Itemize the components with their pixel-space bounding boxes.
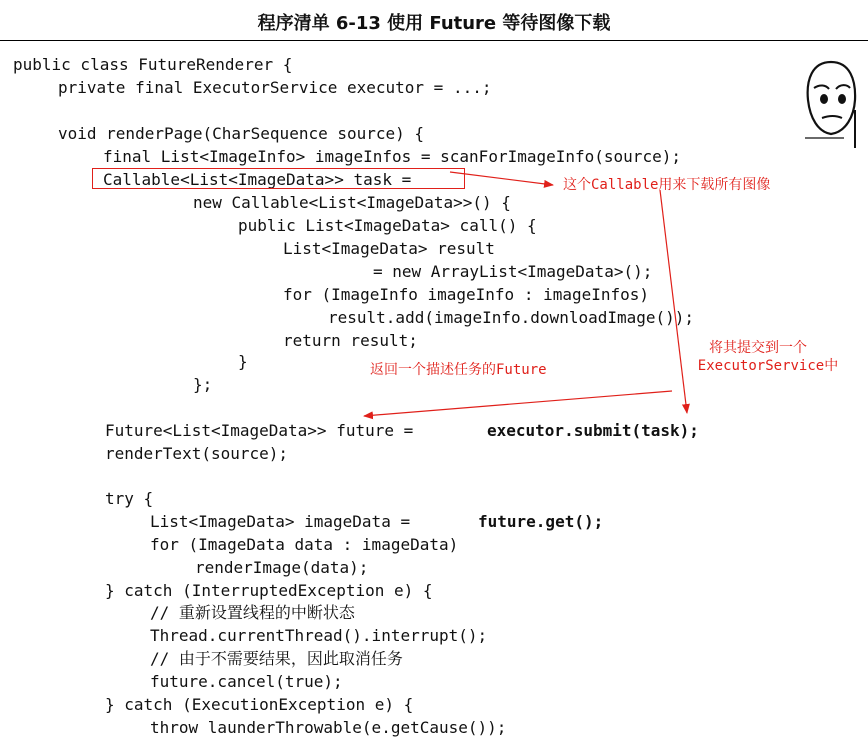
code-line: renderImage(data); bbox=[195, 558, 369, 577]
code-line: result.add(imageInfo.downloadImage()); bbox=[328, 308, 695, 327]
code-line: public List<ImageData> call() { bbox=[238, 216, 537, 235]
code-line: Thread.currentThread().interrupt(); bbox=[150, 626, 488, 645]
future-arrow bbox=[364, 391, 672, 416]
code-line: new Callable<List<ImageData>>() { bbox=[193, 193, 511, 212]
code-future-get: future.get(); bbox=[478, 512, 604, 531]
listing-title: 程序清单 6-13 使用 Future 等待图像下载 bbox=[257, 13, 611, 34]
callable-annotation: 这个Callable用来下载所有图像 bbox=[563, 177, 771, 193]
code-line: renderText(source); bbox=[105, 444, 289, 463]
code-line-future: Future<List<ImageData>> future = bbox=[105, 421, 414, 440]
code-line: } bbox=[238, 352, 248, 371]
code-line: } catch (ExecutionException e) { bbox=[105, 695, 414, 714]
future-annotation: 返回一个描述任务的Future bbox=[370, 362, 547, 378]
code-line: for (ImageData data : imageData) bbox=[150, 535, 459, 554]
code-line: try { bbox=[105, 489, 154, 508]
submit-annotation-line1: 将其提交到一个 bbox=[709, 340, 807, 356]
code-line: List<ImageData> imageData = bbox=[150, 512, 411, 531]
code-line: for (ImageInfo imageInfo : imageInfos) bbox=[283, 285, 650, 304]
code-line: public class FutureRenderer { bbox=[13, 55, 293, 74]
code-line: } catch (InterruptedException e) { bbox=[105, 581, 433, 600]
face-icon bbox=[800, 58, 862, 150]
code-line: throw launderThrowable(e.getCause()); bbox=[150, 718, 507, 737]
code-line: future.cancel(true); bbox=[150, 672, 343, 691]
submit-annotation-line2: ExecutorService中 bbox=[697, 358, 839, 374]
code-line: = new ArrayList<ImageData>(); bbox=[373, 262, 653, 281]
code-line: final List<ImageInfo> imageInfos = scanForImageInfo(source); bbox=[103, 147, 681, 166]
code-line: void renderPage(CharSequence source) { bbox=[58, 124, 425, 143]
code-submit-call: executor.submit(task); bbox=[487, 421, 699, 440]
code-line: }; bbox=[193, 375, 213, 394]
code-comment: // 重新设置线程的中断状态 bbox=[150, 603, 355, 622]
submit-arrow bbox=[660, 190, 687, 413]
code-line: private final ExecutorService executor = ...; bbox=[58, 78, 492, 97]
code-line: return result; bbox=[283, 331, 418, 350]
code-comment: // 由于不需要结果，因此取消任务 bbox=[150, 649, 403, 668]
code-line: List<ImageData> result bbox=[283, 239, 495, 258]
callable-arrow bbox=[450, 172, 553, 185]
code-line-callable: Callable<List<ImageData>> task = bbox=[103, 170, 412, 189]
